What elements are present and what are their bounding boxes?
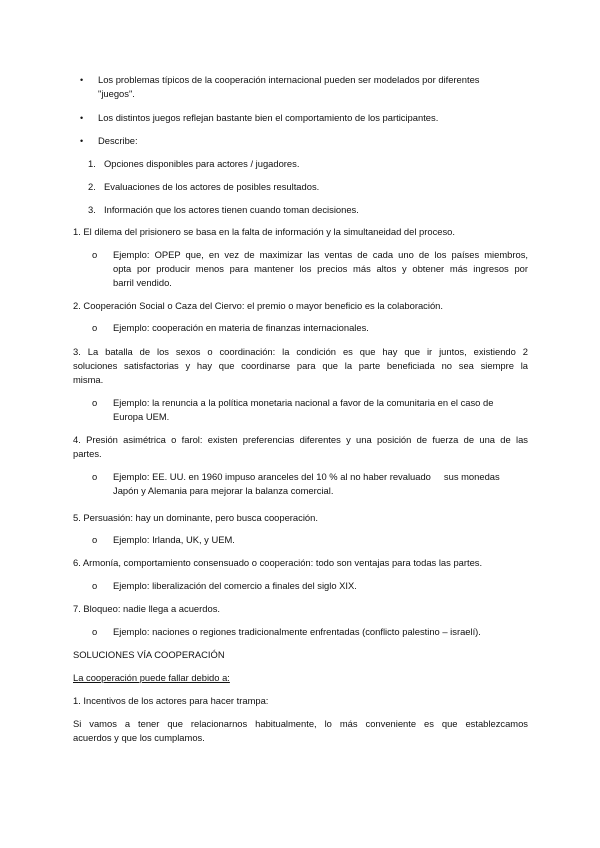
game-heading: 6. Armonía, comportamiento consensuado o cooperación: todo son ventajas para todas las partes.	[73, 557, 483, 568]
example-text: Japón y Alemania para mejorar la balanza comercial.	[113, 485, 334, 496]
bullet-text: Describe:	[98, 135, 138, 146]
example-marker: o	[92, 534, 98, 545]
numbered-marker: 1.	[88, 158, 96, 169]
game-heading: 4. Presión asimétrica o farol: existen preferencias diferentes y una posición de fuerza de una de las	[73, 434, 528, 445]
bullet-text: Los problemas típicos de la cooperación internacional pueden ser modelados por diferentes	[98, 74, 480, 85]
bullet-marker: •	[80, 136, 84, 146]
bullet-text: Los distintos juegos reflejan bastante bien el comportamiento de los participantes.	[98, 112, 439, 123]
example-marker: o	[92, 580, 98, 591]
closing-paragraph: Si vamos a tener que relacionarnos habitualmente, lo más conveniente es que establezcamos	[73, 718, 528, 729]
numbered-marker: 2.	[88, 181, 96, 192]
subsection-title: La cooperación puede fallar debido a:	[73, 672, 230, 683]
game-heading: 5. Persuasión: hay un dominante, pero busca cooperación.	[73, 512, 318, 523]
game-heading: 7. Bloqueo: nadie llega a acuerdos.	[73, 603, 220, 614]
bullet-text: "juegos".	[98, 88, 135, 99]
example-text: opta por producir menos para mantener los precios más altos y obtener más ingresos por	[113, 263, 528, 274]
section-title: SOLUCIONES VÍA COOPERACIÓN	[73, 649, 225, 660]
example-marker: o	[92, 397, 98, 408]
example-marker: o	[92, 471, 98, 482]
example-text: Europa UEM.	[113, 411, 170, 422]
game-heading: 3. La batalla de los sexos o coordinación: la condición es que hay que ir juntos, existiendo 2	[73, 346, 528, 357]
example-marker: o	[92, 322, 98, 333]
bullet-marker: •	[80, 75, 84, 85]
game-heading: 1. El dilema del prisionero se basa en la falta de información y la simultaneidad del proceso.	[73, 226, 455, 237]
numbered-marker: 3.	[88, 204, 96, 215]
game-heading: soluciones satisfactorias y hay que coordinarse para que la parte beneficiada no sea siempre la	[73, 360, 528, 371]
example-text: Ejemplo: EE. UU. en 1960 impuso aranceles del 10 % al no haber revaluado sus monedas	[113, 471, 500, 482]
example-text: Ejemplo: Irlanda, UK, y UEM.	[113, 534, 235, 545]
numbered-item: Información que los actores tienen cuando toman decisiones.	[104, 204, 359, 215]
example-marker: o	[92, 249, 98, 260]
example-marker: o	[92, 626, 98, 637]
game-heading: misma.	[73, 374, 104, 385]
example-text: Ejemplo: liberalización del comercio a finales del siglo XIX.	[113, 580, 357, 591]
example-text: Ejemplo: OPEP que, en vez de maximizar las ventas de cada uno de los países miembros,	[113, 249, 528, 260]
numbered-item: Evaluaciones de los actores de posibles resultados.	[104, 181, 320, 192]
example-text: barril vendido.	[113, 277, 172, 288]
closing-paragraph: acuerdos y que los cumplamos.	[73, 732, 205, 743]
bullet-marker: •	[80, 113, 84, 123]
game-heading: 2. Cooperación Social o Caza del Ciervo: el premio o mayor beneficio es la colaboración.	[73, 300, 443, 311]
example-text: Ejemplo: cooperación en materia de finanzas internacionales.	[113, 322, 369, 333]
numbered-item: Opciones disponibles para actores / jugadores.	[104, 158, 300, 169]
point-heading: 1. Incentivos de los actores para hacer trampa:	[73, 695, 269, 706]
game-heading: partes.	[73, 448, 102, 459]
example-text: Ejemplo: la renuncia a la política monetaria nacional a favor de la comunitaria en el caso de	[113, 397, 494, 408]
example-text: Ejemplo: naciones o regiones tradicionalmente enfrentadas (conflicto palestino – israelí).	[113, 626, 481, 637]
